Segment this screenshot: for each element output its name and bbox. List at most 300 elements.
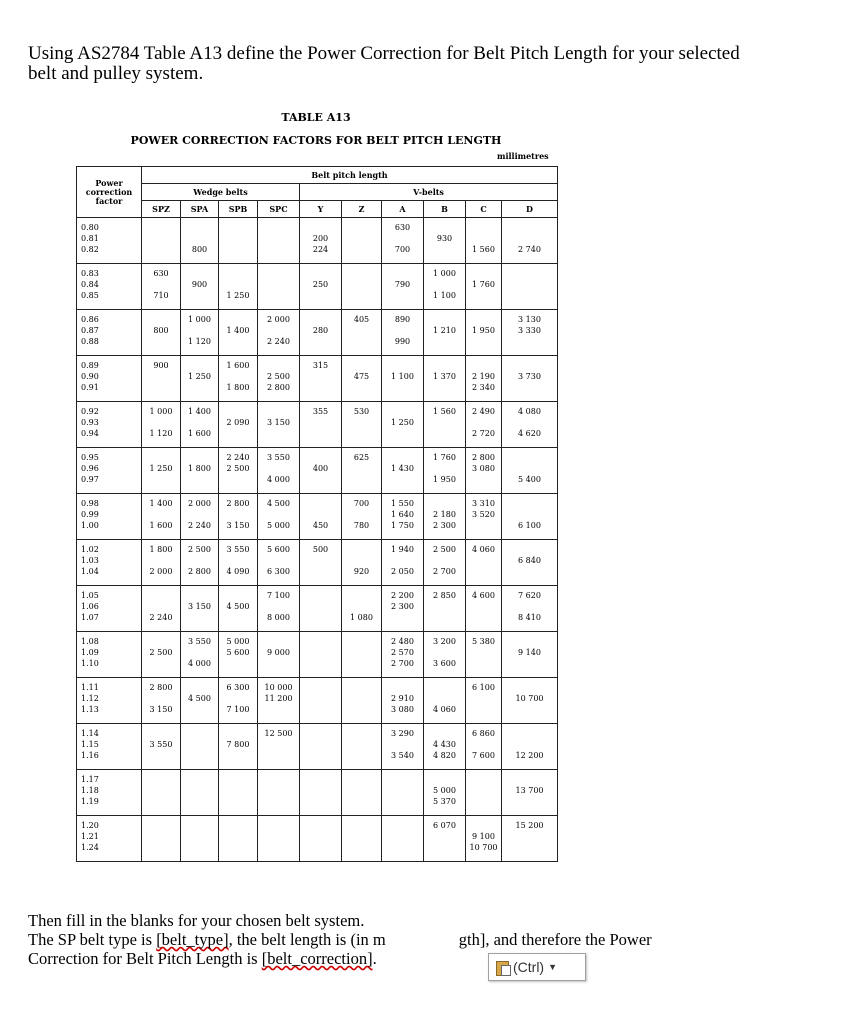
table-row: [77, 724, 558, 770]
cell-value: [425, 774, 464, 785]
cell-value: [220, 842, 256, 853]
value-cell: [181, 402, 219, 448]
column-header-row: [77, 201, 558, 218]
value-cell: [258, 264, 300, 310]
cell-value: [143, 382, 179, 393]
cell-value: [503, 268, 556, 279]
cell-value: [182, 831, 217, 842]
cell-value: 0.96: [81, 464, 99, 473]
cell-value: 7 100: [267, 591, 290, 600]
cell-value: 1 640: [391, 510, 414, 519]
cell-value: 1 100: [391, 372, 414, 381]
cell-value: 630: [153, 269, 169, 278]
cell-value: [182, 682, 217, 693]
cell-value: [467, 704, 500, 715]
value-cell: [382, 356, 424, 402]
value-cell: [502, 632, 558, 678]
cell-value: [143, 728, 179, 739]
cell-value: 710: [153, 291, 169, 300]
column-header-c: C: [466, 201, 502, 218]
cell-value: [259, 796, 298, 807]
cell-value: 1.03: [81, 556, 99, 565]
value-cell: [300, 310, 342, 356]
cell-value: [220, 820, 256, 831]
cell-value: [425, 693, 464, 704]
value-cell: [502, 816, 558, 862]
value-cell: [382, 770, 424, 816]
value-cell: [342, 632, 382, 678]
cell-value: 2 240: [188, 521, 211, 530]
cell-value: 700: [394, 245, 411, 254]
cell-value: 13 700: [515, 786, 544, 795]
cell-value: 625: [353, 453, 370, 462]
cell-value: [143, 452, 179, 463]
cell-value: [220, 336, 256, 347]
cell-value: 3 150: [188, 602, 211, 611]
value-cell: [424, 770, 466, 816]
value-cell: [300, 770, 342, 816]
cell-value: 5 000: [226, 637, 250, 646]
cell-value: 0.82: [81, 245, 99, 254]
cell-value: [182, 222, 217, 233]
cell-value: 2 180: [433, 510, 456, 519]
cell-value: 2 050: [391, 567, 414, 576]
cell-value: 1 560: [433, 407, 456, 416]
cell-value: [220, 796, 256, 807]
paste-options-button[interactable]: [488, 953, 586, 981]
cell-value: 1 080: [350, 613, 373, 622]
value-cell: [300, 356, 342, 402]
cell-value: 1 250: [188, 372, 211, 381]
value-cell: [424, 678, 466, 724]
cell-value: 0.87: [81, 326, 99, 335]
cell-value: 3 520: [472, 510, 495, 519]
cell-value: [143, 233, 179, 244]
table-label: TABLE A13: [281, 111, 351, 124]
value-cell: [424, 310, 466, 356]
cell-value: [503, 831, 556, 842]
value-cell: [258, 770, 300, 816]
value-cell: [142, 494, 181, 540]
cell-value: 2 500: [149, 648, 173, 657]
cell-value: 2 340: [472, 383, 495, 392]
cell-value: 9 140: [518, 648, 541, 657]
cell-value: [343, 222, 380, 233]
value-cell: [466, 770, 502, 816]
cell-value: 7 800: [226, 740, 250, 749]
cell-value: [343, 647, 380, 658]
cell-value: [301, 658, 340, 669]
cell-value: [220, 555, 256, 566]
cell-value: 5 370: [433, 797, 456, 806]
cell-value: 1.16: [81, 751, 99, 760]
cell-value: 2 800: [226, 499, 250, 508]
value-cell: [382, 632, 424, 678]
value-cell: [300, 448, 342, 494]
cell-value: [301, 336, 340, 347]
header-power-correction-factor: Power correction factor: [77, 167, 142, 218]
cell-value: [301, 774, 340, 785]
cell-value: 5 600: [226, 648, 250, 657]
cell-value: 450: [312, 521, 329, 530]
cell-value: 1 000: [188, 315, 211, 324]
cell-value: [301, 601, 340, 612]
cell-value: 1.00: [81, 521, 99, 530]
cell-value: [143, 601, 179, 612]
cell-value: [301, 750, 340, 761]
cell-value: [143, 244, 179, 255]
cell-value: 1 250: [391, 418, 414, 427]
cell-value: 1 600: [226, 361, 250, 370]
cell-value: [259, 463, 298, 474]
value-cell: [502, 540, 558, 586]
cell-value: [343, 774, 380, 785]
value-cell: [424, 540, 466, 586]
value-cell: [342, 770, 382, 816]
cell-value: 800: [191, 245, 208, 254]
cell-value: [343, 360, 380, 371]
value-cell: [382, 816, 424, 862]
factor-cell: [77, 540, 142, 586]
value-cell: [258, 678, 300, 724]
cell-value: [343, 279, 380, 290]
cell-value: [259, 785, 298, 796]
cell-value: [220, 750, 256, 761]
cell-value: [503, 796, 556, 807]
cell-value: [182, 452, 217, 463]
fill-in-part-3: gth], and therefore the Power: [458, 930, 652, 949]
cell-value: 1.06: [81, 602, 99, 611]
cell-value: 3 150: [149, 705, 173, 714]
value-cell: [300, 632, 342, 678]
cell-value: 3 150: [267, 418, 290, 427]
cell-value: 3 550: [188, 637, 211, 646]
cell-value: 10 700: [515, 694, 544, 703]
cell-value: [182, 417, 217, 428]
cell-value: [425, 314, 464, 325]
cell-value: [301, 428, 340, 439]
cell-value: [301, 704, 340, 715]
cell-value: [503, 222, 556, 233]
value-cell: [502, 724, 558, 770]
cell-value: [220, 612, 256, 623]
column-header-spc: SPC: [258, 201, 300, 218]
cell-value: [425, 498, 464, 509]
cell-value: [259, 290, 298, 301]
cell-value: 9 100: [472, 832, 495, 841]
cell-value: [343, 601, 380, 612]
cell-value: [143, 279, 179, 290]
cell-value: [425, 728, 464, 739]
fill-in-part-4: Correction for Belt Pitch Length is: [28, 949, 262, 968]
cell-value: [220, 785, 256, 796]
cell-value: [383, 474, 422, 485]
cell-value: [343, 785, 380, 796]
cell-value: [220, 371, 256, 382]
cell-value: 250: [312, 280, 329, 289]
value-cell: [502, 770, 558, 816]
header-wedge-belts: Wedge belts: [142, 184, 300, 201]
cell-value: [143, 842, 179, 853]
cell-value: 1.12: [81, 694, 99, 703]
cell-value: 530: [353, 407, 370, 416]
value-cell: [219, 494, 258, 540]
cell-value: [383, 739, 422, 750]
table-row: [77, 448, 558, 494]
cell-value: [383, 820, 422, 831]
value-cell: [424, 816, 466, 862]
cell-value: [467, 520, 500, 531]
cell-value: [503, 498, 556, 509]
cell-value: [259, 658, 298, 669]
value-cell: [424, 356, 466, 402]
value-cell: [300, 494, 342, 540]
value-cell: [181, 770, 219, 816]
belt-correction-blank[interactable]: [belt_correction]: [261, 949, 373, 968]
cell-value: [301, 796, 340, 807]
belt-type-blank[interactable]: [belt_type]: [156, 930, 229, 949]
cell-value: [143, 774, 179, 785]
cell-value: [467, 222, 500, 233]
cell-value: 4 500: [267, 499, 290, 508]
cell-value: [343, 658, 380, 669]
value-cell: [466, 724, 502, 770]
cell-value: 780: [353, 521, 370, 530]
cell-value: [383, 406, 422, 417]
cell-value: 700: [353, 499, 370, 508]
value-cell: [258, 356, 300, 402]
cell-value: 2 700: [433, 567, 456, 576]
cell-value: 2 500: [267, 372, 290, 381]
value-cell: [142, 632, 181, 678]
value-cell: [502, 218, 558, 264]
cell-value: [425, 382, 464, 393]
cell-value: 1.21: [81, 832, 99, 841]
table-title: POWER CORRECTION FACTORS FOR BELT PITCH LENGTH: [130, 134, 502, 147]
cell-value: 4 000: [188, 659, 211, 668]
cell-value: [503, 739, 556, 750]
cell-value: [383, 325, 422, 336]
cell-value: [425, 612, 464, 623]
cell-value: 1 430: [391, 464, 414, 473]
value-cell: [424, 586, 466, 632]
cell-value: [383, 268, 422, 279]
cell-value: [467, 314, 500, 325]
factor-cell: [77, 218, 142, 264]
cell-value: [425, 279, 464, 290]
cell-value: 2 000: [267, 315, 290, 324]
value-cell: [258, 816, 300, 862]
fill-in-text: [28, 911, 848, 968]
value-cell: [300, 402, 342, 448]
cell-value: [503, 463, 556, 474]
cell-value: [182, 704, 217, 715]
cell-value: 3 200: [433, 637, 456, 646]
cell-value: 4 600: [472, 591, 495, 600]
value-cell: [424, 448, 466, 494]
cell-value: [425, 428, 464, 439]
cell-value: 3 540: [391, 751, 414, 760]
cell-value: 1.04: [81, 567, 99, 576]
cell-value: [467, 658, 500, 669]
cell-value: 4 820: [433, 751, 456, 760]
value-cell: [424, 494, 466, 540]
cell-value: 15 200: [515, 821, 544, 830]
cell-value: [467, 474, 500, 485]
factor-cell: [77, 310, 142, 356]
cell-value: [343, 704, 380, 715]
cell-value: [301, 682, 340, 693]
value-cell: [300, 678, 342, 724]
cell-value: [182, 509, 217, 520]
value-cell: [258, 402, 300, 448]
value-cell: [424, 402, 466, 448]
cell-value: [383, 428, 422, 439]
cell-value: 1 950: [433, 475, 456, 484]
table-row: [77, 586, 558, 632]
cell-value: [503, 842, 556, 853]
cell-value: [220, 428, 256, 439]
cell-value: [259, 406, 298, 417]
cell-value: 1 400: [226, 326, 250, 335]
cell-value: [343, 555, 380, 566]
cell-value: [383, 842, 422, 853]
cell-value: [425, 555, 464, 566]
cell-value: [182, 612, 217, 623]
cell-value: 1 250: [226, 291, 250, 300]
cell-value: [259, 636, 298, 647]
cell-value: [259, 222, 298, 233]
factor-cell: [77, 494, 142, 540]
value-cell: [142, 586, 181, 632]
cell-value: [425, 222, 464, 233]
value-cell: [142, 724, 181, 770]
cell-value: [503, 658, 556, 669]
value-cell: [342, 586, 382, 632]
cell-value: 1 760: [433, 453, 456, 462]
value-cell: [382, 724, 424, 770]
cell-value: [383, 555, 422, 566]
cell-value: [343, 682, 380, 693]
column-header-spz: SPZ: [142, 201, 181, 218]
cell-value: [301, 509, 340, 520]
value-cell: [142, 448, 181, 494]
cell-value: [301, 636, 340, 647]
value-cell: [219, 632, 258, 678]
value-cell: [382, 448, 424, 494]
cell-value: 1.08: [81, 637, 99, 646]
cell-value: [503, 336, 556, 347]
value-cell: [382, 310, 424, 356]
cell-value: [503, 566, 556, 577]
cell-value: [467, 693, 500, 704]
cell-value: [503, 636, 556, 647]
cell-value: [259, 820, 298, 831]
value-cell: [181, 816, 219, 862]
cell-value: 2 800: [472, 453, 495, 462]
factor-cell: [77, 448, 142, 494]
table-row: [77, 494, 558, 540]
table-row: [77, 356, 558, 402]
cell-value: [182, 555, 217, 566]
cell-value: 2 700: [391, 659, 414, 668]
cell-value: [343, 739, 380, 750]
cell-value: [259, 739, 298, 750]
cell-value: 6 300: [267, 567, 290, 576]
value-cell: [382, 494, 424, 540]
value-cell: [142, 816, 181, 862]
cell-value: 2 500: [188, 545, 211, 554]
value-cell: [502, 494, 558, 540]
value-cell: [142, 218, 181, 264]
cell-value: [220, 658, 256, 669]
cell-value: [343, 474, 380, 485]
value-cell: [258, 310, 300, 356]
cell-value: 7 620: [518, 591, 541, 600]
cell-value: 1 000: [149, 407, 173, 416]
cell-value: 4 060: [433, 705, 456, 714]
value-cell: [181, 448, 219, 494]
cell-value: 1 800: [188, 464, 211, 473]
cell-value: 900: [153, 361, 169, 370]
cell-value: [143, 658, 179, 669]
value-cell: [382, 264, 424, 310]
value-cell: [219, 356, 258, 402]
cell-value: [259, 601, 298, 612]
cell-value: 12 200: [515, 751, 544, 760]
cell-value: 890: [394, 315, 411, 324]
cell-value: [220, 693, 256, 704]
cell-value: 1 400: [149, 499, 173, 508]
fill-in-part-5: .: [372, 949, 377, 968]
cell-value: [220, 831, 256, 842]
cell-value: 0.86: [81, 315, 99, 324]
cell-value: [182, 785, 217, 796]
cell-value: [467, 417, 500, 428]
cell-value: 9 000: [267, 648, 290, 657]
cell-value: 200: [312, 234, 329, 243]
cell-value: 1 800: [226, 383, 250, 392]
value-cell: [181, 586, 219, 632]
value-cell: [382, 540, 424, 586]
cell-value: [259, 555, 298, 566]
question-line-1: Using AS2784 Table A13 define the Power Correction for Belt Pitch Length for your selected: [28, 43, 740, 64]
value-cell: [502, 356, 558, 402]
cell-value: [220, 233, 256, 244]
cell-value: 3 550: [267, 453, 290, 462]
cell-value: [503, 601, 556, 612]
cell-value: 10 700: [469, 843, 498, 852]
cell-value: [425, 463, 464, 474]
cell-value: [467, 774, 500, 785]
cell-value: 2 300: [433, 521, 456, 530]
cell-value: [503, 360, 556, 371]
cell-value: [343, 509, 380, 520]
cell-value: [301, 831, 340, 842]
value-cell: [502, 586, 558, 632]
cell-value: [143, 590, 179, 601]
cell-value: [343, 268, 380, 279]
cell-value: [467, 268, 500, 279]
cell-value: [143, 474, 179, 485]
cell-value: 1 550: [391, 499, 414, 508]
cell-value: 790: [394, 280, 411, 289]
cell-value: 2 000: [149, 567, 173, 576]
factor-cell: [77, 356, 142, 402]
cell-value: 1.18: [81, 786, 99, 795]
cell-value: 2 720: [472, 429, 495, 438]
cell-value: [503, 728, 556, 739]
